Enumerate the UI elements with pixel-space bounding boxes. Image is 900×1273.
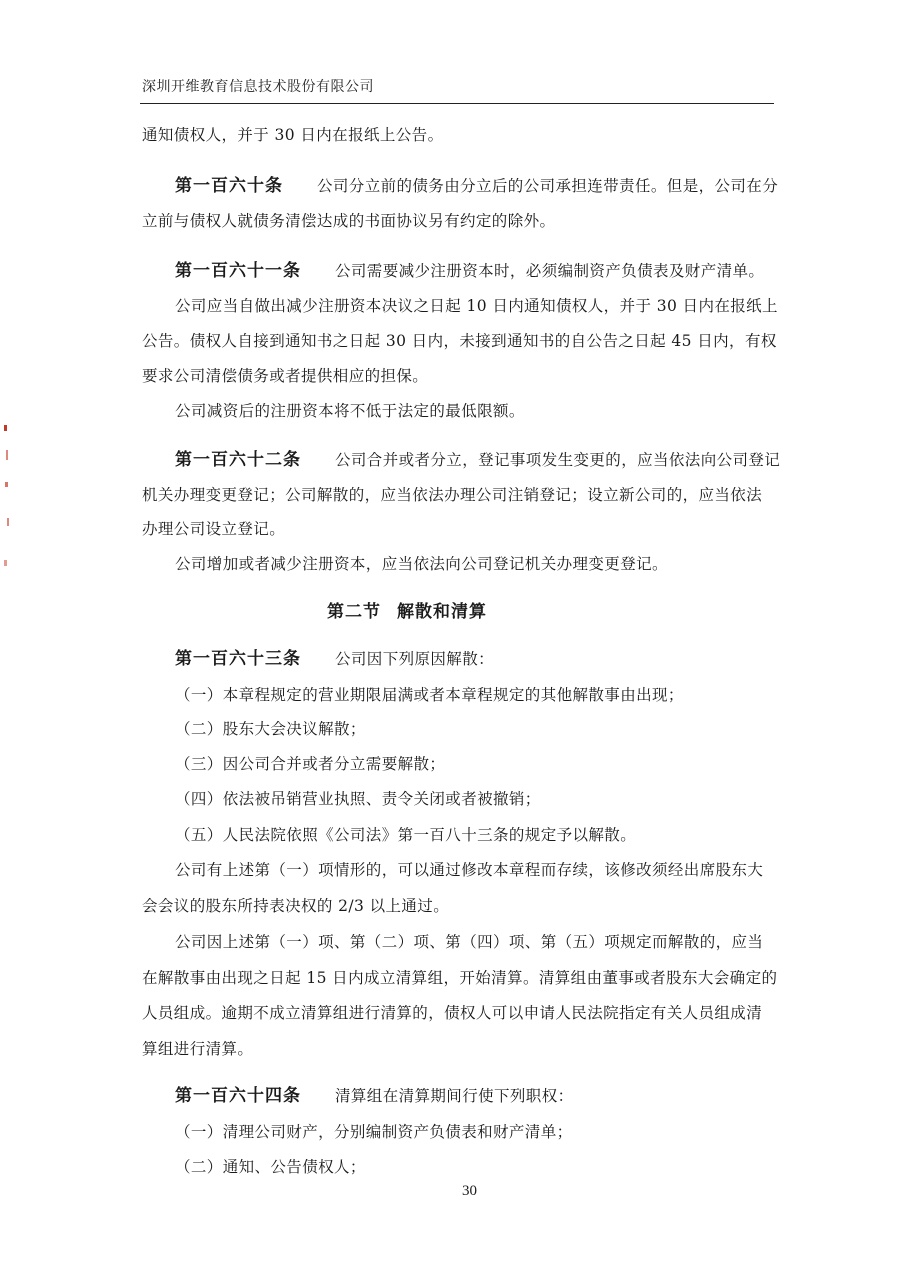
paragraph-line: 公告。债权人自接到通知书之日起 30 日内，未接到通知书的自公告之日起 45 日内，有权 [142,332,777,350]
article-number: 第一百六十四条 [175,1086,301,1106]
paragraph-line: 人员组成。逾期不成立清算组进行清算的，债权人可以申请人民法院指定有关人员组成清 [142,1004,763,1022]
header-rule [140,103,774,104]
page-number: 30 [462,1183,477,1199]
scan-mark [4,560,7,566]
scan-mark [4,425,7,431]
paragraph-line: 在解散事由出现之日起 15 日内成立清算组，开始清算。清算组由董事或者股东大会确定的 [142,969,778,987]
article-160 [175,175,778,197]
article-text: 清算组在清算期间行使下列职权： [335,1087,574,1105]
list-item: （一）本章程规定的营业期限届满或者本章程规定的其他解散事由出现； [175,686,684,704]
article-163 [175,648,494,670]
paragraph-line: 办理公司设立登记。 [142,520,286,538]
article-164 [175,1085,574,1107]
article-number: 第一百六十二条 [175,450,301,470]
article-text: 公司因下列原因解散： [335,650,495,668]
paragraph-line: 立前与债权人就债务清偿达成的书面协议另有约定的除外。 [142,212,556,230]
list-item: （一）清理公司财产，分别编制资产负债表和财产清单； [175,1123,573,1141]
article-text: 公司分立前的债务由分立后的公司承担连带责任。但是，公司在分 [317,177,779,195]
article-text: 公司合并或者分立，登记事项发生变更的，应当依法向公司登记 [335,451,781,469]
list-item: （四）依法被吊销营业执照、责令关闭或者被撤销； [175,790,541,808]
scan-mark [7,518,9,526]
paragraph-line: 公司增加或者减少注册资本，应当依法向公司登记机关办理变更登记。 [175,555,668,573]
section-heading [327,597,487,622]
paragraph-line: 通知债权人，并于 30 日内在报纸上公告。 [142,126,444,144]
paragraph-line: 机关办理变更登记；公司解散的，应当依法办理公司注销登记；设立新公司的，应当依法 [142,486,763,504]
article-number: 第一百六十条 [175,176,283,196]
scan-mark [5,482,8,487]
paragraph-line: 算组进行清算。 [142,1040,254,1058]
section-label: 第二节 [327,602,381,622]
article-text: 公司需要减少注册资本时，必须编制资产负债表及财产清单。 [335,262,765,280]
article-161 [175,260,764,282]
article-number: 第一百六十一条 [175,261,301,281]
list-item: （五）人民法院依照《公司法》第一百八十三条的规定予以解散。 [175,826,637,844]
list-item: （三）因公司合并或者分立需要解散； [175,755,446,773]
scan-mark [6,450,8,460]
paragraph-line: 会会议的股东所持表决权的 2/3 以上通过。 [142,897,450,915]
article-162 [175,449,780,471]
paragraph-line: 公司有上述第（一）项情形的，可以通过修改本章程而存续，该修改须经出席股东大 [175,861,764,879]
header-company-name: 深圳开维教育信息技术股份有限公司 [142,79,374,95]
article-number: 第一百六十三条 [175,649,301,669]
section-title-text: 解散和清算 [397,602,487,622]
paragraph-line: 要求公司清偿债务或者提供相应的担保。 [142,367,429,385]
list-item: （二）通知、公告债权人； [175,1158,366,1176]
list-item: （二）股东大会决议解散； [175,720,366,738]
paragraph-line: 公司因上述第（一）项、第（二）项、第（四）项、第（五）项规定而解散的，应当 [175,933,764,951]
paragraph-line: 公司应当自做出减少注册资本决议之日起 10 日内通知债权人，并于 30 日内在报纸上 [175,297,778,315]
paragraph-line: 公司减资后的注册资本将不低于法定的最低限额。 [175,402,525,420]
